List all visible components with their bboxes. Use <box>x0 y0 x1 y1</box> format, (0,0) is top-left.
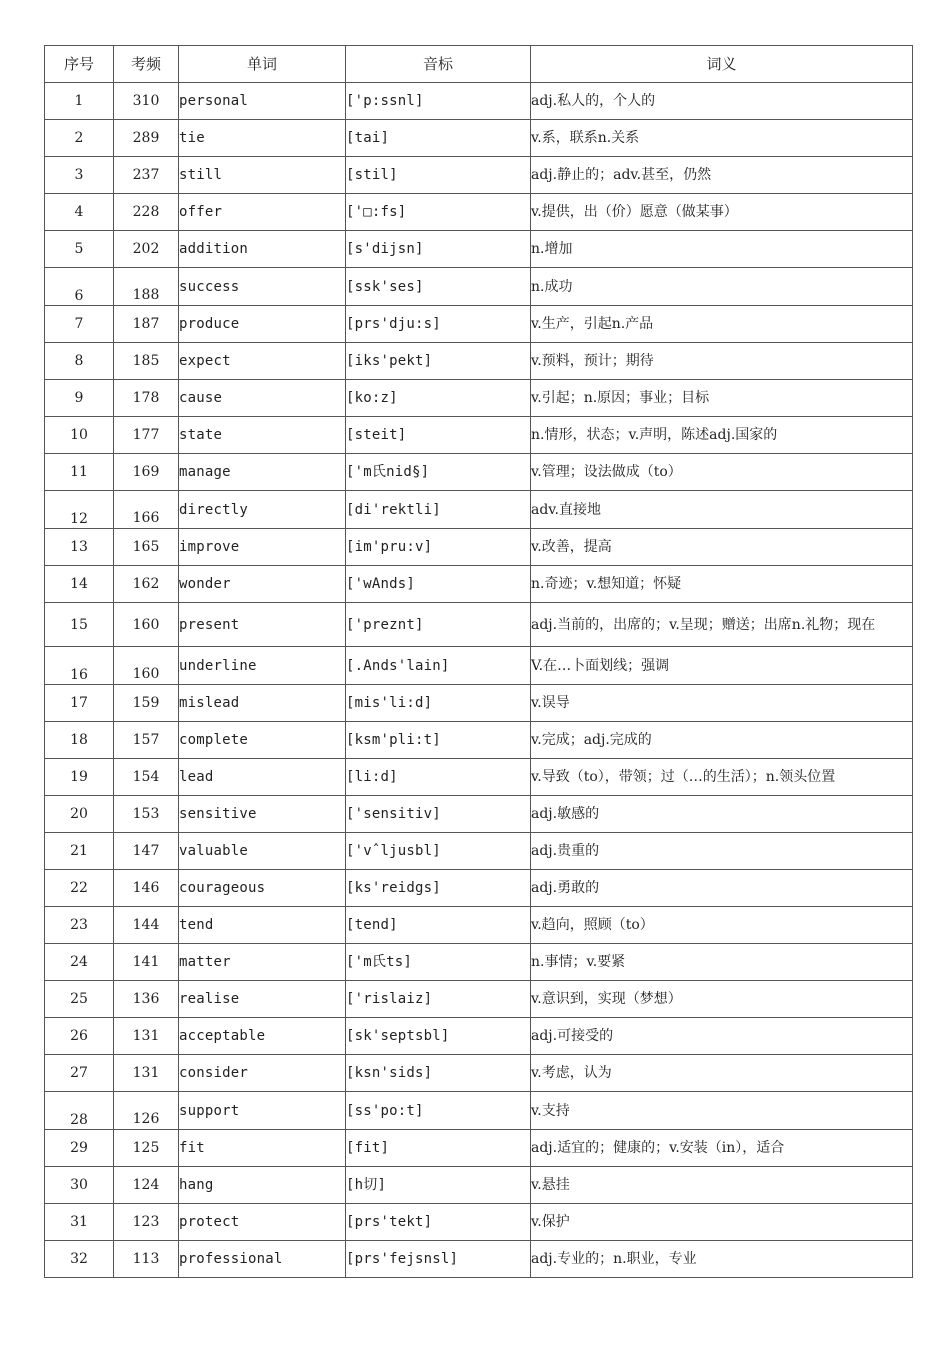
row-phonetic: [.Ands'lain] <box>346 647 531 685</box>
row-number: 25 <box>45 981 114 1018</box>
row-meaning: v.系，联系n.关系 <box>531 120 913 157</box>
row-frequency: 160 <box>114 647 179 685</box>
table-row <box>45 157 913 194</box>
row-word: mislead <box>179 685 346 722</box>
row-frequency: 177 <box>114 417 179 454</box>
row-meaning: adj.适宜的；健康的；v.安装（in），适合 <box>531 1130 913 1167</box>
row-word: protect <box>179 1204 346 1241</box>
row-phonetic: [stil] <box>346 157 531 194</box>
row-phonetic: [tend] <box>346 907 531 944</box>
table-row <box>45 833 913 870</box>
row-frequency: 131 <box>114 1055 179 1092</box>
row-frequency: 123 <box>114 1204 179 1241</box>
row-frequency: 147 <box>114 833 179 870</box>
header-row <box>45 46 913 83</box>
row-frequency: 154 <box>114 759 179 796</box>
row-frequency: 125 <box>114 1130 179 1167</box>
row-frequency: 202 <box>114 231 179 268</box>
row-meaning: v.引起；n.原因；事业；目标 <box>531 380 913 417</box>
table-row <box>45 1167 913 1204</box>
row-phonetic: [im'pru:v] <box>346 529 531 566</box>
row-number: 9 <box>45 380 114 417</box>
row-word: sensitive <box>179 796 346 833</box>
header-ipa: 音标 <box>346 46 531 83</box>
row-word: tend <box>179 907 346 944</box>
row-number: 24 <box>45 944 114 981</box>
row-phonetic: ['sensitiv] <box>346 796 531 833</box>
row-phonetic: ['p:ssnl] <box>346 83 531 120</box>
row-word: wonder <box>179 566 346 603</box>
row-meaning: adj.静止的；adv.甚至，仍然 <box>531 157 913 194</box>
row-frequency: 144 <box>114 907 179 944</box>
row-phonetic: ['m氏nid§] <box>346 454 531 491</box>
table-row <box>45 1018 913 1055</box>
table-row <box>45 647 913 685</box>
row-frequency: 187 <box>114 306 179 343</box>
table-row <box>45 120 913 157</box>
table-row <box>45 491 913 529</box>
row-frequency: 237 <box>114 157 179 194</box>
row-phonetic: [ksm'pli:t] <box>346 722 531 759</box>
row-phonetic: [ksn'sids] <box>346 1055 531 1092</box>
row-frequency: 160 <box>114 603 179 647</box>
row-word: professional <box>179 1241 346 1278</box>
table-row <box>45 1130 913 1167</box>
row-phonetic: [ks'reidgs] <box>346 870 531 907</box>
table-row <box>45 529 913 566</box>
row-frequency: 165 <box>114 529 179 566</box>
row-word: acceptable <box>179 1018 346 1055</box>
row-word: produce <box>179 306 346 343</box>
table-row <box>45 566 913 603</box>
row-meaning: adj.敏感的 <box>531 796 913 833</box>
vocabulary-table <box>44 45 913 1278</box>
row-word: directly <box>179 491 346 529</box>
row-number: 4 <box>45 194 114 231</box>
row-number: 21 <box>45 833 114 870</box>
row-number: 26 <box>45 1018 114 1055</box>
row-frequency: 169 <box>114 454 179 491</box>
table-row <box>45 870 913 907</box>
row-word: tie <box>179 120 346 157</box>
header-no: 序号 <box>45 46 114 83</box>
row-number: 29 <box>45 1130 114 1167</box>
table-row <box>45 380 913 417</box>
row-phonetic: [prs'fejsnsl] <box>346 1241 531 1278</box>
row-word: valuable <box>179 833 346 870</box>
row-frequency: 126 <box>114 1092 179 1130</box>
row-number: 27 <box>45 1055 114 1092</box>
row-word: present <box>179 603 346 647</box>
table-row <box>45 194 913 231</box>
row-phonetic: [h切] <box>346 1167 531 1204</box>
header-word: 单词 <box>179 46 346 83</box>
header-freq: 考频 <box>114 46 179 83</box>
row-phonetic: [fit] <box>346 1130 531 1167</box>
row-phonetic: [prs'tekt] <box>346 1204 531 1241</box>
row-number: 20 <box>45 796 114 833</box>
row-phonetic: ['□:fs] <box>346 194 531 231</box>
row-frequency: 157 <box>114 722 179 759</box>
row-number: 8 <box>45 343 114 380</box>
row-number: 14 <box>45 566 114 603</box>
row-word: hang <box>179 1167 346 1204</box>
row-phonetic: [li:d] <box>346 759 531 796</box>
row-frequency: 141 <box>114 944 179 981</box>
row-frequency: 289 <box>114 120 179 157</box>
row-word: still <box>179 157 346 194</box>
table-row <box>45 981 913 1018</box>
row-number: 15 <box>45 603 114 647</box>
row-number: 17 <box>45 685 114 722</box>
row-phonetic: [mis'li:d] <box>346 685 531 722</box>
row-number: 16 <box>45 647 114 685</box>
row-word: improve <box>179 529 346 566</box>
row-phonetic: [sk'septsbl] <box>346 1018 531 1055</box>
row-frequency: 136 <box>114 981 179 1018</box>
row-word: cause <box>179 380 346 417</box>
table-row <box>45 417 913 454</box>
row-word: offer <box>179 194 346 231</box>
row-meaning: v.考虑，认为 <box>531 1055 913 1092</box>
row-meaning: adj.私人的，个人的 <box>531 83 913 120</box>
row-number: 31 <box>45 1204 114 1241</box>
row-meaning: adj.专业的；n.职业，专业 <box>531 1241 913 1278</box>
row-meaning: adj.贵重的 <box>531 833 913 870</box>
row-number: 3 <box>45 157 114 194</box>
row-number: 10 <box>45 417 114 454</box>
row-meaning: v.导致（to），带领；过（…的生活）；n.领头位置 <box>531 759 913 796</box>
table-row <box>45 343 913 380</box>
row-phonetic: [ss'po:t] <box>346 1092 531 1130</box>
row-word: personal <box>179 83 346 120</box>
row-phonetic: [ssk'ses] <box>346 268 531 306</box>
row-word: complete <box>179 722 346 759</box>
row-frequency: 153 <box>114 796 179 833</box>
row-frequency: 185 <box>114 343 179 380</box>
row-meaning: v.误导 <box>531 685 913 722</box>
table-row <box>45 722 913 759</box>
table-row <box>45 1055 913 1092</box>
row-number: 23 <box>45 907 114 944</box>
header-meaning: 词义 <box>531 46 913 83</box>
table-row <box>45 306 913 343</box>
table-row <box>45 685 913 722</box>
row-frequency: 146 <box>114 870 179 907</box>
row-word: success <box>179 268 346 306</box>
row-number: 18 <box>45 722 114 759</box>
row-number: 12 <box>45 491 114 529</box>
row-word: support <box>179 1092 346 1130</box>
row-number: 6 <box>45 268 114 306</box>
row-meaning: adv.直接地 <box>531 491 913 529</box>
table-row <box>45 603 913 647</box>
row-phonetic: ['vˆljusbl] <box>346 833 531 870</box>
row-number: 22 <box>45 870 114 907</box>
table-row <box>45 231 913 268</box>
row-number: 1 <box>45 83 114 120</box>
table-row <box>45 1241 913 1278</box>
row-meaning: n.增加 <box>531 231 913 268</box>
row-phonetic: ['wAnds] <box>346 566 531 603</box>
row-word: addition <box>179 231 346 268</box>
row-phonetic: ['rislaiz] <box>346 981 531 1018</box>
row-meaning: v.保护 <box>531 1204 913 1241</box>
row-word: expect <box>179 343 346 380</box>
row-word: matter <box>179 944 346 981</box>
row-phonetic: [ko:z] <box>346 380 531 417</box>
row-meaning: v.完成；adj.完成的 <box>531 722 913 759</box>
row-number: 32 <box>45 1241 114 1278</box>
row-frequency: 188 <box>114 268 179 306</box>
row-meaning: n.事情；v.要紧 <box>531 944 913 981</box>
table-body <box>45 83 913 1278</box>
row-phonetic: [tai] <box>346 120 531 157</box>
row-frequency: 166 <box>114 491 179 529</box>
row-word: lead <box>179 759 346 796</box>
row-meaning: v.悬挂 <box>531 1167 913 1204</box>
row-phonetic: [s'dijsn] <box>346 231 531 268</box>
row-meaning: v.趋向，照顾（to） <box>531 907 913 944</box>
row-meaning: n.成功 <box>531 268 913 306</box>
row-meaning: adj.可接受的 <box>531 1018 913 1055</box>
row-number: 28 <box>45 1092 114 1130</box>
row-meaning: adj.勇敢的 <box>531 870 913 907</box>
table-row <box>45 759 913 796</box>
row-word: consider <box>179 1055 346 1092</box>
row-frequency: 159 <box>114 685 179 722</box>
row-frequency: 178 <box>114 380 179 417</box>
row-number: 5 <box>45 231 114 268</box>
row-meaning: v.意识到，实现（梦想） <box>531 981 913 1018</box>
row-number: 7 <box>45 306 114 343</box>
row-number: 30 <box>45 1167 114 1204</box>
row-meaning: v.改善，提高 <box>531 529 913 566</box>
row-frequency: 310 <box>114 83 179 120</box>
row-word: courageous <box>179 870 346 907</box>
row-meaning: v.支持 <box>531 1092 913 1130</box>
table-row <box>45 944 913 981</box>
table-row <box>45 1204 913 1241</box>
row-meaning: adj.当前的，出席的；v.呈现；赠送；出席n.礼物；现在 <box>531 603 913 647</box>
row-phonetic: [steit] <box>346 417 531 454</box>
row-frequency: 131 <box>114 1018 179 1055</box>
row-number: 19 <box>45 759 114 796</box>
table-row <box>45 454 913 491</box>
row-number: 11 <box>45 454 114 491</box>
row-word: state <box>179 417 346 454</box>
row-phonetic: [prs'dju:s] <box>346 306 531 343</box>
row-number: 2 <box>45 120 114 157</box>
row-word: realise <box>179 981 346 1018</box>
row-phonetic: ['m氏ts] <box>346 944 531 981</box>
row-meaning: n.情形，状态；v.声明，陈述adj.国家的 <box>531 417 913 454</box>
row-meaning: v.提供，出（价）愿意（做某事） <box>531 194 913 231</box>
table-row <box>45 1092 913 1130</box>
row-meaning: v.生产，引起n.产品 <box>531 306 913 343</box>
row-meaning: v.管理；设法做成（to） <box>531 454 913 491</box>
row-frequency: 228 <box>114 194 179 231</box>
row-frequency: 124 <box>114 1167 179 1204</box>
row-meaning: v.预料，预计；期待 <box>531 343 913 380</box>
table-row <box>45 268 913 306</box>
row-number: 13 <box>45 529 114 566</box>
row-meaning: V.在…卜面划线；强调 <box>531 647 913 685</box>
row-phonetic: ['preznt] <box>346 603 531 647</box>
table-row <box>45 907 913 944</box>
table-row <box>45 83 913 120</box>
table-row <box>45 796 913 833</box>
row-word: manage <box>179 454 346 491</box>
row-word: fit <box>179 1130 346 1167</box>
row-word: underline <box>179 647 346 685</box>
row-frequency: 113 <box>114 1241 179 1278</box>
row-frequency: 162 <box>114 566 179 603</box>
row-phonetic: [iks'pekt] <box>346 343 531 380</box>
row-phonetic: [di'rektli] <box>346 491 531 529</box>
row-meaning: n.奇迹；v.想知道；怀疑 <box>531 566 913 603</box>
